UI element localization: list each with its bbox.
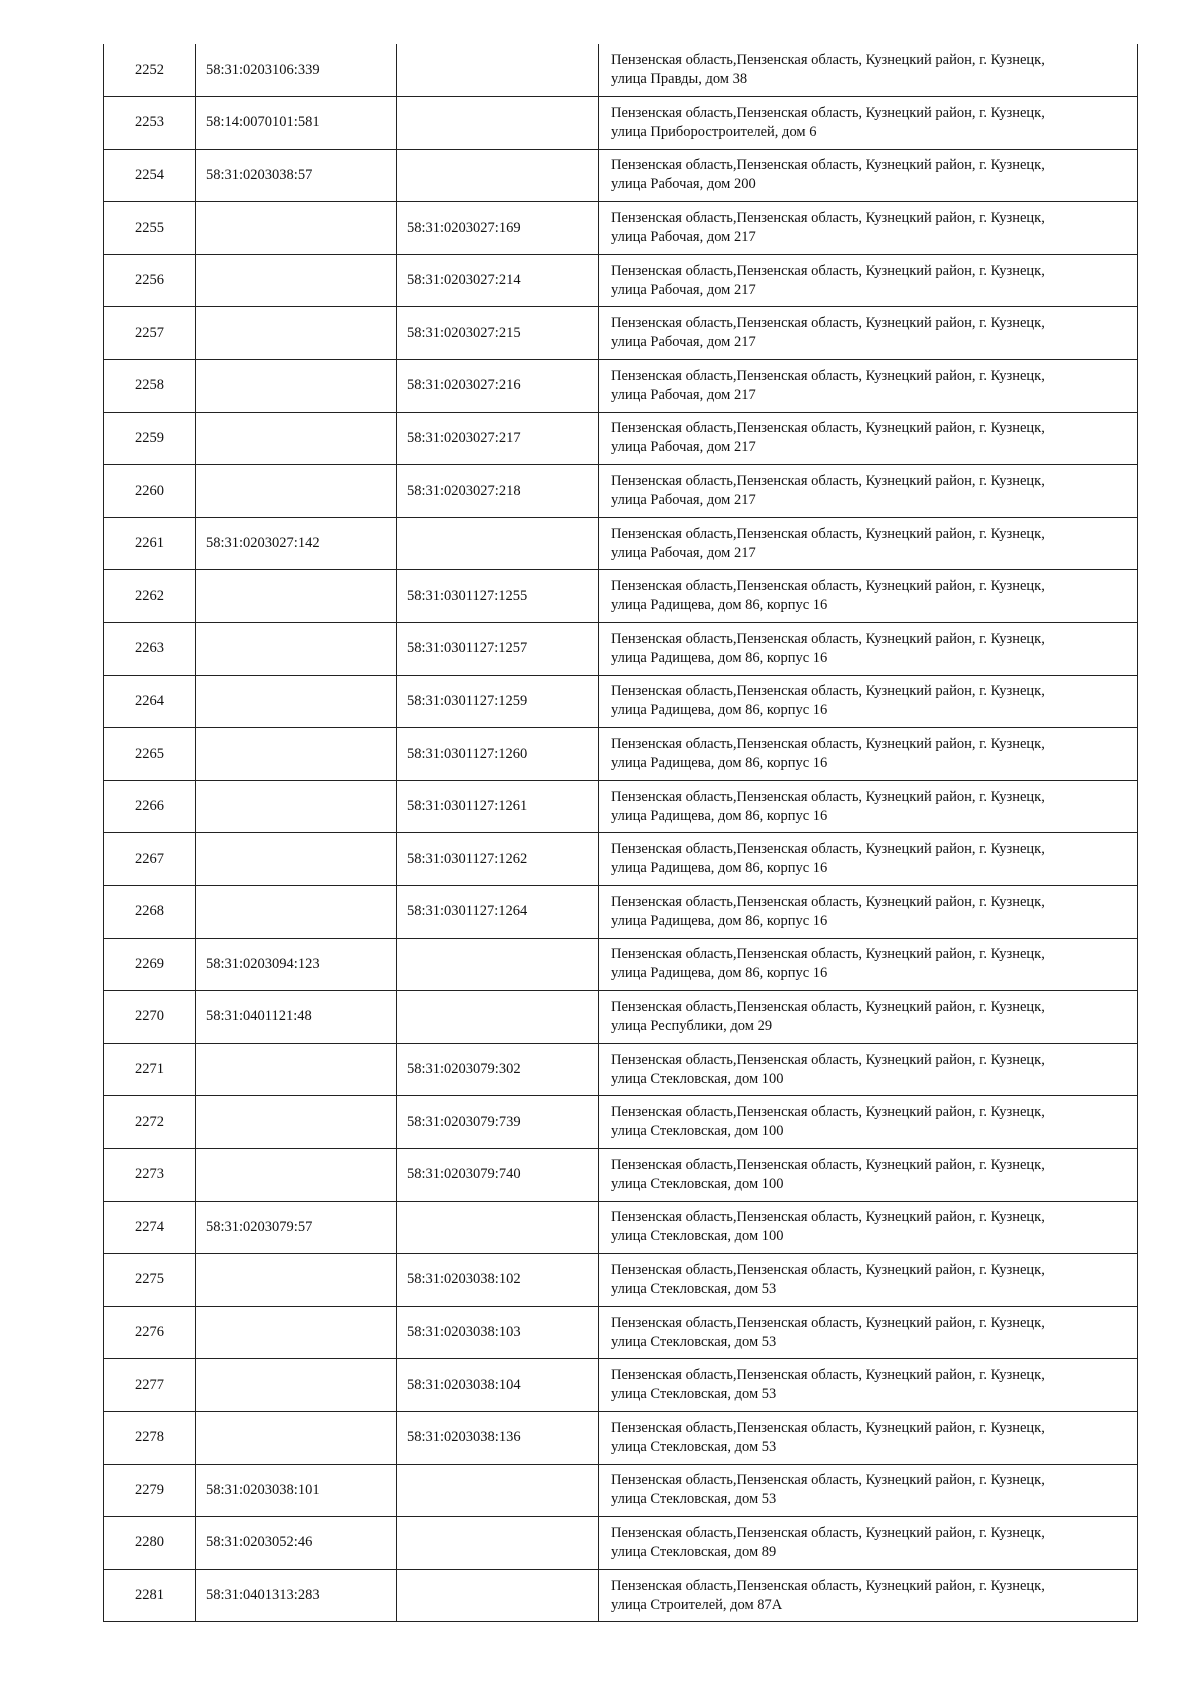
row-number-cell: 2279 (104, 1464, 196, 1517)
table-row (104, 1359, 1138, 1412)
cadastral-number-cell: 58:31:0203038:57 (196, 149, 397, 202)
cadastral-number-cell: 58:31:0203079:57 (196, 1201, 397, 1254)
table-row (104, 570, 1138, 623)
address-line-1: Пензенская область,Пензенская область, Кузнецкий район, г. Кузнецк, (611, 1472, 1045, 1489)
address-cell (599, 1043, 1138, 1096)
cadastral-number-secondary-cell (397, 97, 599, 150)
address-cell (599, 1096, 1138, 1149)
address-line-2: улица Рабочая, дом 217 (611, 386, 756, 403)
row-number-cell: 2253 (104, 97, 196, 150)
address-line-2: улица Рабочая, дом 217 (611, 544, 756, 561)
cadastral-number-cell (196, 780, 397, 833)
cadastral-number-cell (196, 360, 397, 413)
row-number-cell: 2254 (104, 149, 196, 202)
row-number-cell: 2266 (104, 780, 196, 833)
cadastral-number-secondary-cell (397, 1464, 599, 1517)
row-number-cell: 2267 (104, 833, 196, 886)
cadastral-number-cell (196, 1043, 397, 1096)
cadastral-number-secondary-cell: 58:31:0203038:136 (397, 1411, 599, 1464)
row-number-cell: 2262 (104, 570, 196, 623)
table-row (104, 623, 1138, 676)
address-cell (599, 1411, 1138, 1464)
address-cell (599, 202, 1138, 255)
cadastral-number-secondary-cell (397, 991, 599, 1044)
address-cell (599, 728, 1138, 781)
cadastral-number-cell: 58:31:0401313:283 (196, 1569, 397, 1622)
address-line-2: улица Радищева, дом 86, корпус 16 (611, 965, 828, 982)
address-line-2: улица Рабочая, дом 217 (611, 229, 756, 246)
address-line-1: Пензенская область,Пензенская область, Кузнецкий район, г. Кузнецк, (611, 893, 1045, 910)
table-row (104, 465, 1138, 518)
address-line-1: Пензенская область,Пензенская область, Кузнецкий район, г. Кузнецк, (611, 841, 1045, 858)
address-line-2: улица Стекловская, дом 100 (611, 1070, 784, 1087)
row-number-cell: 2260 (104, 465, 196, 518)
cadastral-number-secondary-cell: 58:31:0203079:302 (397, 1043, 599, 1096)
address-cell (599, 44, 1138, 97)
address-line-2: улица Стекловская, дом 53 (611, 1333, 777, 1350)
address-line-1: Пензенская область,Пензенская область, Кузнецкий район, г. Кузнецк, (611, 1314, 1045, 1331)
row-number-cell: 2274 (104, 1201, 196, 1254)
cadastral-number-cell (196, 307, 397, 360)
address-line-1: Пензенская область,Пензенская область, Кузнецкий район, г. Кузнецк, (611, 630, 1045, 647)
table-row (104, 44, 1138, 97)
row-number-cell: 2280 (104, 1517, 196, 1570)
cadastral-number-cell (196, 1359, 397, 1412)
cadastral-number-cell: 58:31:0203038:101 (196, 1464, 397, 1517)
address-cell (599, 1569, 1138, 1622)
address-line-2: улица Рабочая, дом 200 (611, 176, 756, 193)
row-number-cell: 2268 (104, 886, 196, 939)
cadastral-number-cell (196, 728, 397, 781)
address-line-2: улица Стекловская, дом 53 (611, 1491, 777, 1508)
cadastral-number-secondary-cell: 58:31:0301127:1257 (397, 623, 599, 676)
address-line-1: Пензенская область,Пензенская область, Кузнецкий район, г. Кузнецк, (611, 683, 1045, 700)
row-number-cell: 2269 (104, 938, 196, 991)
cadastral-number-cell: 58:31:0203094:123 (196, 938, 397, 991)
cadastral-number-cell: 58:14:0070101:581 (196, 97, 397, 150)
cadastral-number-cell (196, 886, 397, 939)
row-number-cell: 2281 (104, 1569, 196, 1622)
address-line-1: Пензенская область,Пензенская область, Кузнецкий район, г. Кузнецк, (611, 315, 1045, 332)
address-line-2: улица Радищева, дом 86, корпус 16 (611, 649, 828, 666)
address-line-2: улица Стекловская, дом 53 (611, 1386, 777, 1403)
address-cell (599, 623, 1138, 676)
address-cell (599, 1306, 1138, 1359)
address-cell (599, 1254, 1138, 1307)
cadastral-number-cell (196, 570, 397, 623)
cadastral-number-secondary-cell: 58:31:0301127:1264 (397, 886, 599, 939)
address-line-1: Пензенская область,Пензенская область, Кузнецкий район, г. Кузнецк, (611, 1419, 1045, 1436)
address-line-2: улица Стекловская, дом 100 (611, 1228, 784, 1245)
row-number-cell: 2255 (104, 202, 196, 255)
cadastral-number-cell (196, 1411, 397, 1464)
cadastral-number-cell: 58:31:0203027:142 (196, 517, 397, 570)
cadastral-number-cell (196, 254, 397, 307)
address-line-1: Пензенская область,Пензенская область, Кузнецкий район, г. Кузнецк, (611, 1577, 1045, 1594)
table-row (104, 1411, 1138, 1464)
address-cell (599, 307, 1138, 360)
cadastral-number-cell (196, 1306, 397, 1359)
table-row (104, 938, 1138, 991)
address-line-1: Пензенская область,Пензенская область, Кузнецкий район, г. Кузнецк, (611, 52, 1045, 69)
table-row (104, 412, 1138, 465)
cadastral-number-secondary-cell (397, 149, 599, 202)
address-cell (599, 360, 1138, 413)
row-number-cell: 2276 (104, 1306, 196, 1359)
table-row (104, 991, 1138, 1044)
table-row (104, 1148, 1138, 1201)
address-line-2: улица Рабочая, дом 217 (611, 281, 756, 298)
cadastral-number-secondary-cell: 58:31:0203079:739 (397, 1096, 599, 1149)
cadastral-number-secondary-cell (397, 1201, 599, 1254)
table-row (104, 675, 1138, 728)
row-number-cell: 2259 (104, 412, 196, 465)
cadastral-number-cell (196, 465, 397, 518)
address-cell (599, 149, 1138, 202)
address-line-1: Пензенская область,Пензенская область, Кузнецкий район, г. Кузнецк, (611, 420, 1045, 437)
cadastral-number-secondary-cell: 58:31:0301127:1255 (397, 570, 599, 623)
address-line-2: улица Радищева, дом 86, корпус 16 (611, 597, 828, 614)
address-cell (599, 465, 1138, 518)
table-row (104, 360, 1138, 413)
cadastral-number-secondary-cell (397, 44, 599, 97)
cadastral-number-cell (196, 202, 397, 255)
address-line-1: Пензенская область,Пензенская область, Кузнецкий район, г. Кузнецк, (611, 1104, 1045, 1121)
cadastral-number-secondary-cell (397, 938, 599, 991)
table-row (104, 517, 1138, 570)
cadastral-number-secondary-cell: 58:31:0203027:214 (397, 254, 599, 307)
cadastral-number-cell: 58:31:0203052:46 (196, 1517, 397, 1570)
cadastral-number-secondary-cell: 58:31:0203027:216 (397, 360, 599, 413)
row-number-cell: 2270 (104, 991, 196, 1044)
address-cell (599, 1464, 1138, 1517)
cadastral-number-cell (196, 623, 397, 676)
cadastral-number-secondary-cell (397, 1517, 599, 1570)
row-number-cell: 2271 (104, 1043, 196, 1096)
address-line-2: улица Радищева, дом 86, корпус 16 (611, 912, 828, 929)
table-body (104, 44, 1138, 1622)
address-cell (599, 886, 1138, 939)
address-line-1: Пензенская область,Пензенская область, Кузнецкий район, г. Кузнецк, (611, 157, 1045, 174)
table-row (104, 1096, 1138, 1149)
address-line-1: Пензенская область,Пензенская область, Кузнецкий район, г. Кузнецк, (611, 473, 1045, 490)
address-line-2: улица Рабочая, дом 217 (611, 334, 756, 351)
cadastral-number-cell: 58:31:0401121:48 (196, 991, 397, 1044)
address-line-1: Пензенская область,Пензенская область, Кузнецкий район, г. Кузнецк, (611, 998, 1045, 1015)
table-row (104, 1201, 1138, 1254)
cadastral-number-secondary-cell: 58:31:0203027:169 (397, 202, 599, 255)
cadastral-number-cell: 58:31:0203106:339 (196, 44, 397, 97)
address-line-2: улица Радищева, дом 86, корпус 16 (611, 860, 828, 877)
table-row (104, 1517, 1138, 1570)
table-row (104, 886, 1138, 939)
address-line-2: улица Правды, дом 38 (611, 71, 748, 88)
cadastral-number-cell (196, 1148, 397, 1201)
row-number-cell: 2256 (104, 254, 196, 307)
table-row (104, 254, 1138, 307)
row-number-cell: 2257 (104, 307, 196, 360)
address-line-2: улица Строителей, дом 87А (611, 1596, 783, 1613)
row-number-cell: 2273 (104, 1148, 196, 1201)
address-line-2: улица Радищева, дом 86, корпус 16 (611, 702, 828, 719)
address-line-2: улица Стекловская, дом 100 (611, 1175, 784, 1192)
cadastral-number-cell (196, 675, 397, 728)
address-line-2: улица Стекловская, дом 53 (611, 1438, 777, 1455)
address-line-1: Пензенская область,Пензенская область, Кузнецкий район, г. Кузнецк, (611, 788, 1045, 805)
address-cell (599, 833, 1138, 886)
table-row (104, 202, 1138, 255)
address-line-1: Пензенская область,Пензенская область, Кузнецкий район, г. Кузнецк, (611, 1524, 1045, 1541)
address-line-2: улица Стекловская, дом 53 (611, 1280, 777, 1297)
row-number-cell: 2278 (104, 1411, 196, 1464)
address-line-1: Пензенская область,Пензенская область, Кузнецкий район, г. Кузнецк, (611, 210, 1045, 227)
address-cell (599, 254, 1138, 307)
table-row (104, 1306, 1138, 1359)
row-number-cell: 2275 (104, 1254, 196, 1307)
address-line-1: Пензенская область,Пензенская область, Кузнецкий район, г. Кузнецк, (611, 1261, 1045, 1278)
address-cell (599, 780, 1138, 833)
address-cell (599, 1359, 1138, 1412)
cadastral-number-secondary-cell: 58:31:0203027:217 (397, 412, 599, 465)
cadastral-number-cell (196, 1096, 397, 1149)
row-number-cell: 2263 (104, 623, 196, 676)
table-row (104, 780, 1138, 833)
cadastral-number-secondary-cell: 58:31:0203027:215 (397, 307, 599, 360)
address-line-1: Пензенская область,Пензенская область, Кузнецкий район, г. Кузнецк, (611, 1209, 1045, 1226)
address-line-2: улица Рабочая, дом 217 (611, 439, 756, 456)
address-line-2: улица Приборостроителей, дом 6 (611, 123, 817, 140)
address-cell (599, 991, 1138, 1044)
cadastral-number-cell (196, 1254, 397, 1307)
row-number-cell: 2261 (104, 517, 196, 570)
row-number-cell: 2258 (104, 360, 196, 413)
address-line-2: улица Радищева, дом 86, корпус 16 (611, 755, 828, 772)
cadastral-number-secondary-cell: 58:31:0203038:104 (397, 1359, 599, 1412)
cadastral-number-secondary-cell: 58:31:0301127:1260 (397, 728, 599, 781)
table-row (104, 833, 1138, 886)
table-row (104, 149, 1138, 202)
address-line-1: Пензенская область,Пензенская область, Кузнецкий район, г. Кузнецк, (611, 946, 1045, 963)
cadastral-number-secondary-cell: 58:31:0203079:740 (397, 1148, 599, 1201)
cadastral-number-secondary-cell (397, 517, 599, 570)
address-line-1: Пензенская область,Пензенская область, Кузнецкий район, г. Кузнецк, (611, 367, 1045, 384)
address-cell (599, 412, 1138, 465)
address-line-2: улица Стекловская, дом 100 (611, 1123, 784, 1140)
address-cell (599, 938, 1138, 991)
address-line-1: Пензенская область,Пензенская область, Кузнецкий район, г. Кузнецк, (611, 736, 1045, 753)
table-row (104, 307, 1138, 360)
cadastral-number-secondary-cell (397, 1569, 599, 1622)
address-line-2: улица Рабочая, дом 217 (611, 492, 756, 509)
address-cell (599, 97, 1138, 150)
address-line-1: Пензенская область,Пензенская область, Кузнецкий район, г. Кузнецк, (611, 578, 1045, 595)
address-cell (599, 1517, 1138, 1570)
cadastral-number-cell (196, 833, 397, 886)
address-line-1: Пензенская область,Пензенская область, Кузнецкий район, г. Кузнецк, (611, 525, 1045, 542)
address-line-1: Пензенская область,Пензенская область, Кузнецкий район, г. Кузнецк, (611, 1367, 1045, 1384)
address-cell (599, 1201, 1138, 1254)
cadastral-number-secondary-cell: 58:31:0301127:1261 (397, 780, 599, 833)
address-line-1: Пензенская область,Пензенская область, Кузнецкий район, г. Кузнецк, (611, 1156, 1045, 1173)
address-cell (599, 1148, 1138, 1201)
address-cell (599, 675, 1138, 728)
address-cell (599, 570, 1138, 623)
row-number-cell: 2252 (104, 44, 196, 97)
address-line-2: улица Республики, дом 29 (611, 1017, 773, 1034)
address-cell (599, 517, 1138, 570)
cadastral-number-secondary-cell: 58:31:0301127:1259 (397, 675, 599, 728)
table-row (104, 1569, 1138, 1622)
address-line-1: Пензенская область,Пензенская область, Кузнецкий район, г. Кузнецк, (611, 262, 1045, 279)
address-line-2: улица Стекловская, дом 89 (611, 1543, 777, 1560)
address-line-1: Пензенская область,Пензенская область, Кузнецкий район, г. Кузнецк, (611, 1051, 1045, 1068)
table-row (104, 728, 1138, 781)
row-number-cell: 2265 (104, 728, 196, 781)
address-line-2: улица Радищева, дом 86, корпус 16 (611, 807, 828, 824)
property-table (103, 44, 1138, 1622)
table-row (104, 1464, 1138, 1517)
cadastral-number-secondary-cell: 58:31:0203038:103 (397, 1306, 599, 1359)
cadastral-number-secondary-cell: 58:31:0301127:1262 (397, 833, 599, 886)
table-row (104, 1043, 1138, 1096)
address-line-1: Пензенская область,Пензенская область, Кузнецкий район, г. Кузнецк, (611, 104, 1045, 121)
row-number-cell: 2264 (104, 675, 196, 728)
row-number-cell: 2277 (104, 1359, 196, 1412)
table-row (104, 1254, 1138, 1307)
table-row (104, 97, 1138, 150)
row-number-cell: 2272 (104, 1096, 196, 1149)
cadastral-number-secondary-cell: 58:31:0203038:102 (397, 1254, 599, 1307)
cadastral-number-secondary-cell: 58:31:0203027:218 (397, 465, 599, 518)
cadastral-number-cell (196, 412, 397, 465)
